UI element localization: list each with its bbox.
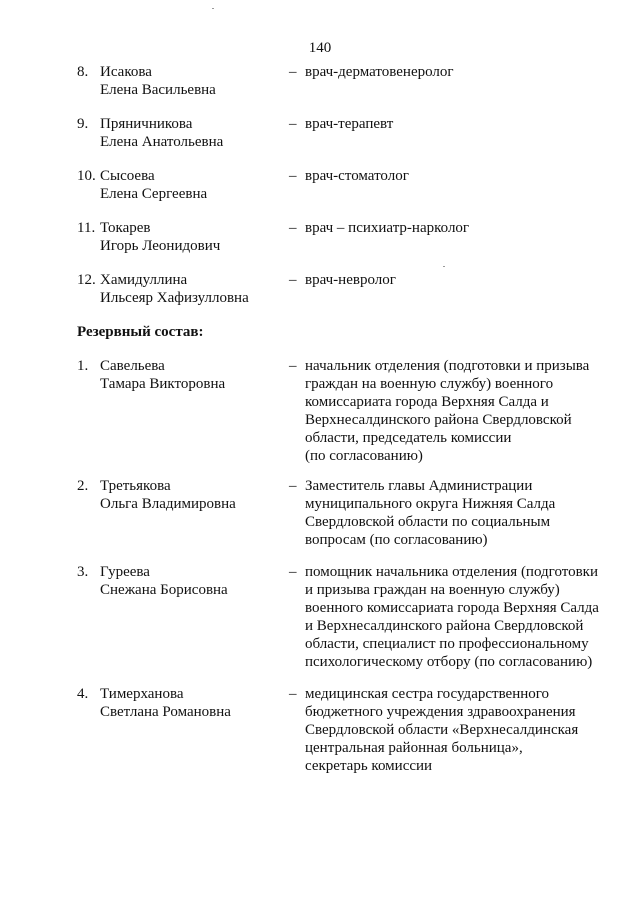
role-line: помощник начальника отделения (подготовки (305, 564, 598, 580)
given-name: Игорь Леонидович (100, 238, 221, 254)
scan-speck (212, 8, 214, 9)
role-line: комиссариата города Верхняя Салда и (305, 394, 549, 410)
item-number: 10. (77, 168, 96, 184)
person-role (305, 477, 615, 549)
dash: – (289, 564, 297, 580)
dash: – (289, 168, 297, 184)
person-name (100, 115, 280, 151)
item-number: 8. (77, 64, 89, 80)
item-number: 11. (77, 220, 96, 236)
role-line: Заместитель главы Администрации (305, 478, 533, 494)
dash: – (289, 116, 297, 132)
given-name: Тамара Викторовна (100, 376, 226, 392)
item-number: 9. (77, 116, 89, 132)
person-name (100, 271, 280, 307)
dash: – (289, 686, 297, 702)
person-role (305, 63, 615, 81)
person-name (100, 63, 280, 99)
person-name (100, 219, 280, 255)
person-role (305, 563, 615, 671)
surname: Исакова (100, 64, 152, 80)
surname: Тимерханова (100, 686, 184, 702)
role-line: врач – психиатр-нарколог (305, 220, 470, 236)
person-role (305, 271, 615, 289)
role-line: области, специалист по профессиональному (305, 636, 589, 652)
dash: – (289, 64, 297, 80)
surname: Сысоева (100, 168, 155, 184)
role-line: врач-терапевт (305, 116, 394, 132)
role-line: муниципального округа Нижняя Салда (305, 496, 556, 512)
role-line: военного комиссариата города Верхняя Салда (305, 600, 599, 616)
given-name: Ольга Владимировна (100, 496, 236, 512)
item-number: 3. (77, 564, 89, 580)
role-line: секретарь комиссии (305, 758, 433, 774)
role-line: Свердловской области по социальным (305, 514, 551, 530)
item-number: 12. (77, 272, 96, 288)
person-name (100, 685, 280, 721)
person-role (305, 685, 615, 775)
given-name: Елена Васильевна (100, 82, 216, 98)
given-name: Елена Сергеевна (100, 186, 208, 202)
role-line: вопросам (по согласованию) (305, 532, 488, 548)
surname: Савельева (100, 358, 165, 374)
surname: Гуреева (100, 564, 150, 580)
role-line: и призыва граждан на военную службу) (305, 582, 560, 598)
section-title: Резервный состав: (77, 324, 204, 340)
item-number: 2. (77, 478, 89, 494)
page-number: 140 (308, 40, 332, 56)
role-line: области, председатель комиссии (305, 430, 512, 446)
surname: Хамидуллина (100, 272, 188, 288)
role-line: и Верхнесалдинского района Свердловской (305, 618, 584, 634)
person-role (305, 167, 615, 185)
role-line: центральная районная больница», (305, 740, 523, 756)
role-line: врач-стоматолог (305, 168, 409, 184)
surname: Токарев (100, 220, 151, 236)
role-line: врач-дерматовенеролог (305, 64, 454, 80)
dash: – (289, 272, 297, 288)
role-line: врач-невролог (305, 272, 396, 288)
role-line: граждан на военную службу) военного (305, 376, 554, 392)
person-name (100, 477, 280, 513)
given-name: Елена Анатольевна (100, 134, 224, 150)
role-line: начальник отделения (подготовки и призыва (305, 358, 590, 374)
dash: – (289, 220, 297, 236)
dash: – (289, 358, 297, 374)
item-number: 4. (77, 686, 89, 702)
person-name (100, 167, 280, 203)
given-name: Ильсеяр Хафизулловна (100, 290, 249, 306)
surname: Пряничникова (100, 116, 193, 132)
role-line: Свердловской области «Верхнесалдинская (305, 722, 579, 738)
person-role (305, 115, 615, 133)
scan-speck (443, 266, 445, 267)
given-name: Светлана Романовна (100, 704, 231, 720)
role-line: бюджетного учреждения здравоохранения (305, 704, 576, 720)
given-name: Снежана Борисовна (100, 582, 228, 598)
role-line: психологическому отбору (по согласованию) (305, 654, 593, 670)
person-name (100, 563, 280, 599)
item-number: 1. (77, 358, 89, 374)
person-role (305, 219, 615, 237)
role-line: медицинская сестра государственного (305, 686, 550, 702)
surname: Третьякова (100, 478, 171, 494)
dash: – (289, 478, 297, 494)
role-line: Верхнесалдинского района Свердловской (305, 412, 572, 428)
role-line: (по согласованию) (305, 448, 423, 464)
person-name (100, 357, 280, 393)
person-role (305, 357, 615, 465)
